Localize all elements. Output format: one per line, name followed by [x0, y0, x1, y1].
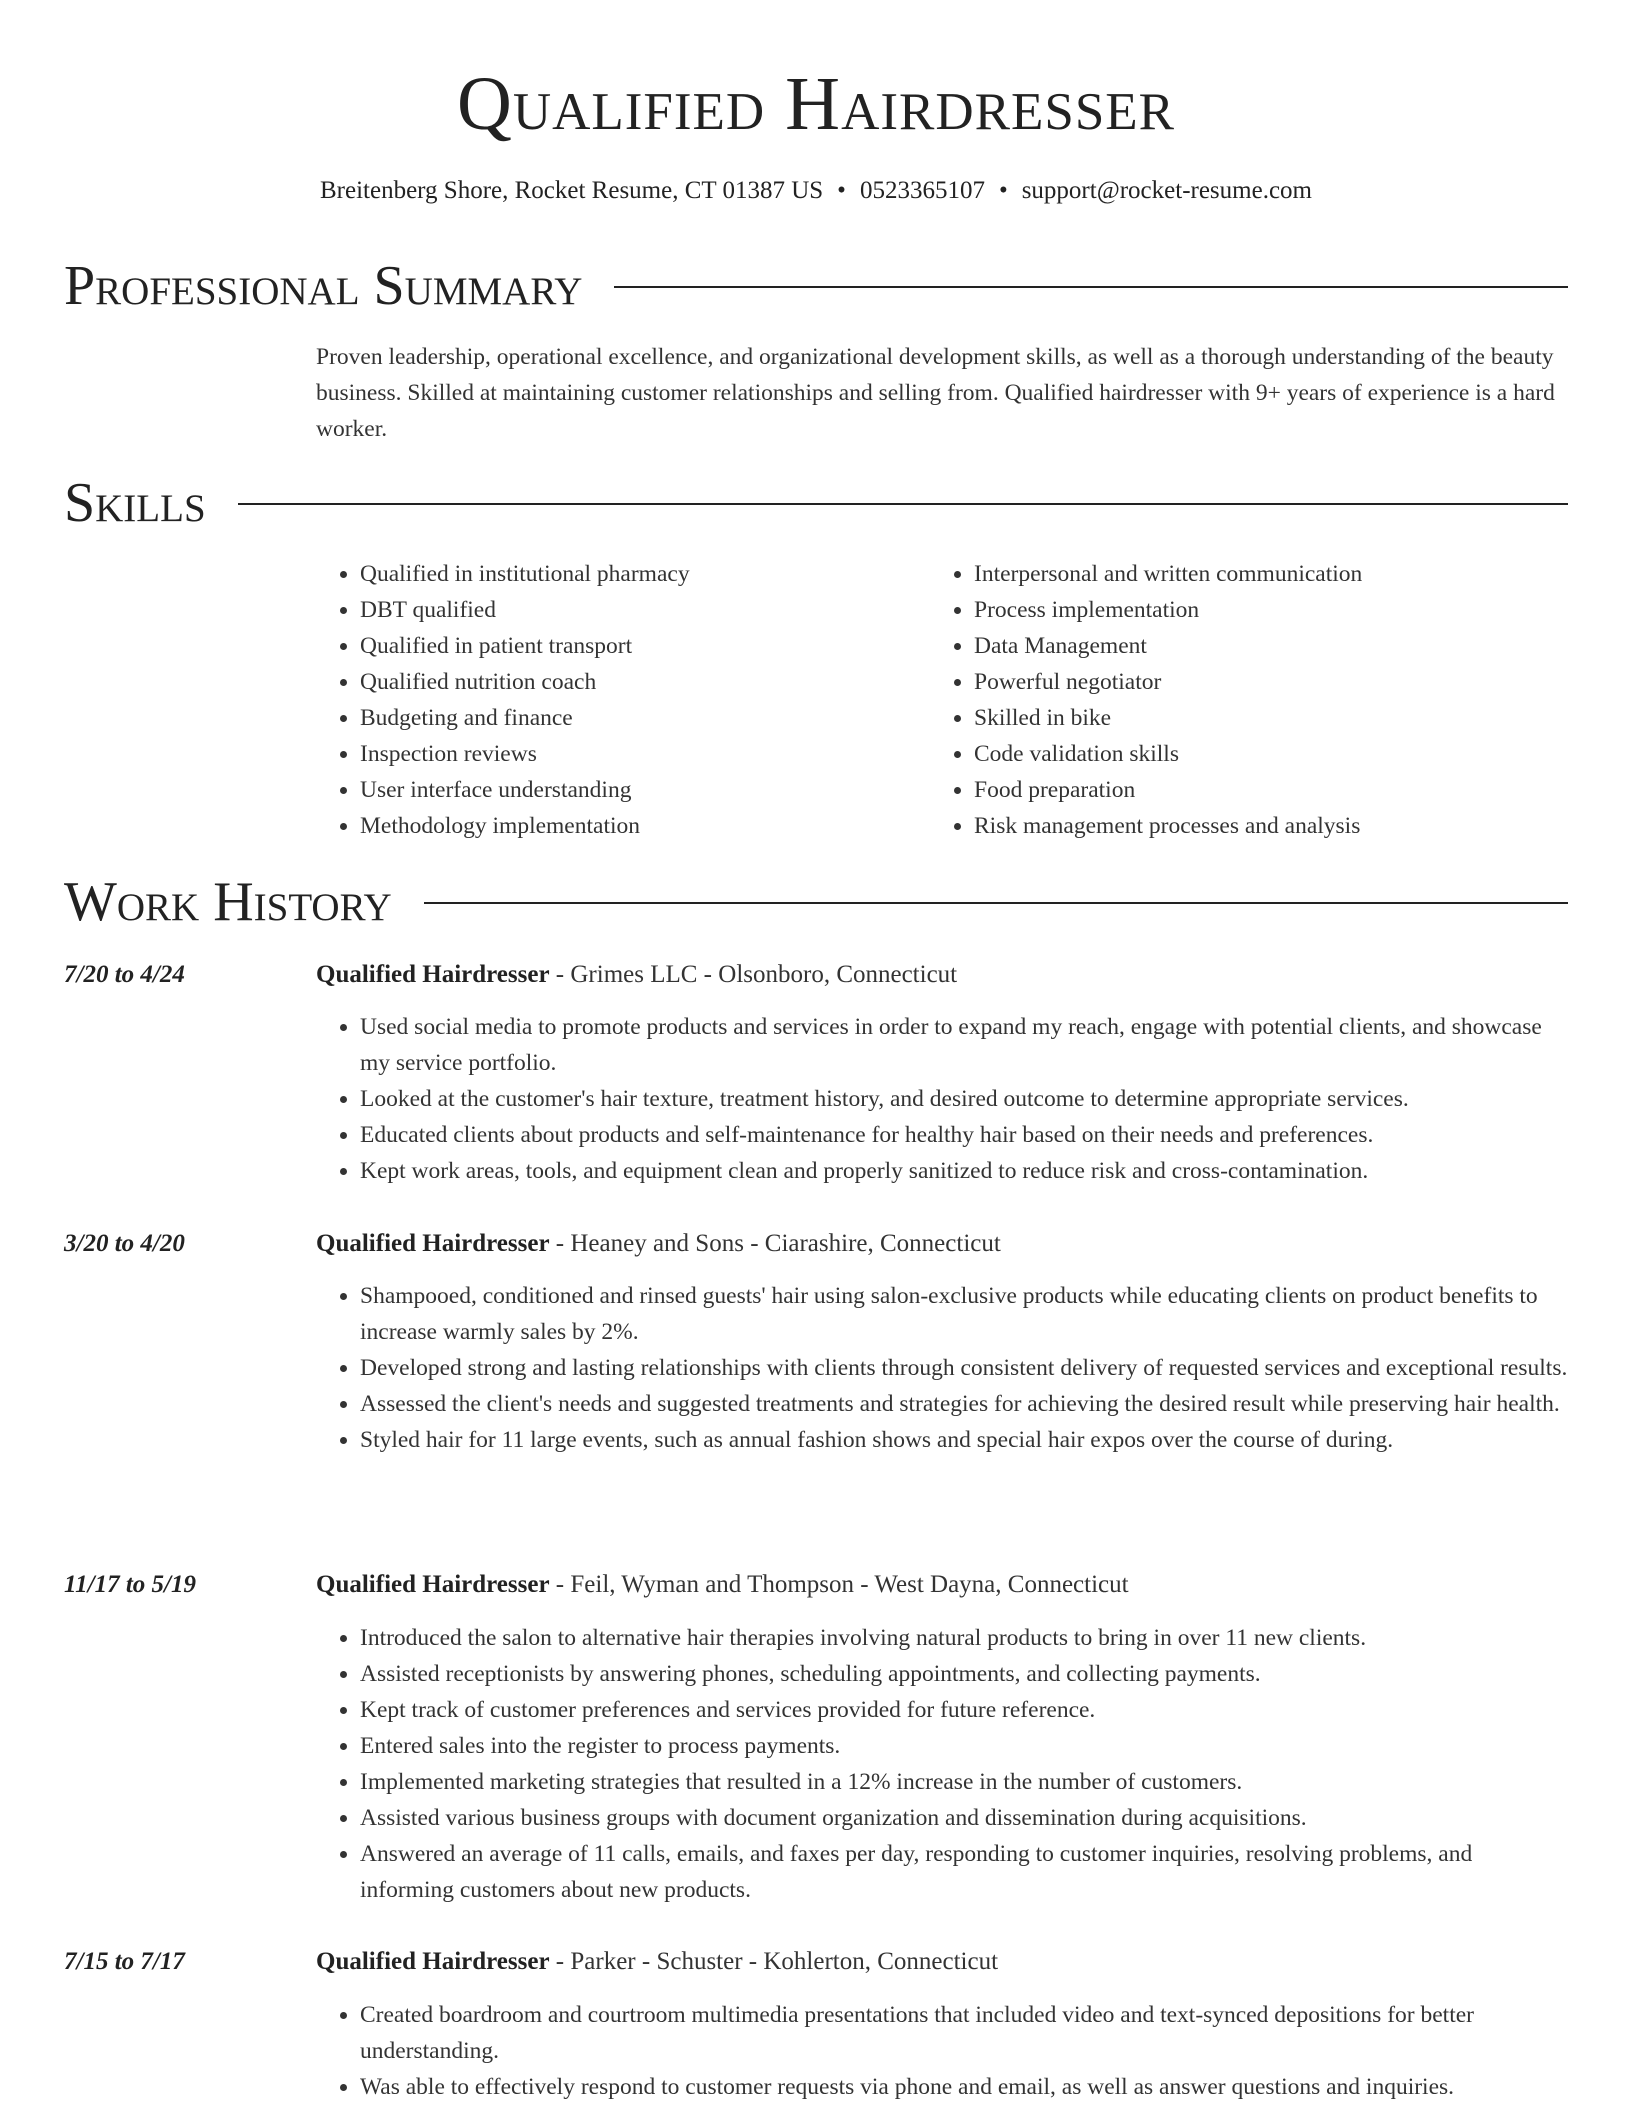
skill-item: • Data Management — [974, 628, 1614, 664]
job-heading — [316, 1567, 1570, 1603]
skill-item: • Powerful negotiator — [974, 664, 1614, 700]
skill-item: • Qualified nutrition coach — [360, 664, 960, 700]
skill-item: • Inspection reviews — [360, 736, 960, 772]
job-role: Qualified Hairdresser — [316, 1230, 550, 1257]
job-dates: 3/20 to 4/20 — [64, 1230, 185, 1257]
job-company-location: - Heaney and Sons - Ciarashire, Connecticut — [549, 1230, 1001, 1257]
job-bullets — [316, 1997, 1570, 2105]
job-dates: 11/17 to 5/19 — [64, 1571, 196, 1598]
job-bullet: • Answered an average of 11 calls, emails, and faxes per day, responding to customer inquiries, resolving problems, and informing customers about new products. — [360, 1836, 1570, 1908]
skill-item: • Methodology implementation — [360, 808, 960, 844]
skills-list-right — [930, 556, 1614, 844]
job-company-location: - Parker - Schuster - Kohlerton, Connecticut — [549, 1948, 999, 1975]
skill-item: • Qualified in patient transport — [360, 628, 960, 664]
contact-email: support@rocket-resume.com — [1021, 177, 1312, 204]
job-bullet: • Assessed the client's needs and suggested treatments and strategies for achieving the desired result while preserving hair health. — [360, 1386, 1570, 1422]
skill-item: • Process implementation — [974, 592, 1614, 628]
skill-item: • Risk management processes and analysis — [974, 808, 1614, 844]
contact-address: Breitenberg Shore, Rocket Resume, CT 01387 US — [319, 177, 824, 204]
job-heading — [316, 957, 1570, 993]
job-dates: 7/20 to 4/24 — [64, 961, 185, 988]
skill-item: • Interpersonal and written communication — [974, 556, 1614, 592]
job-dates: 7/15 to 7/17 — [64, 1948, 185, 1975]
contact-line — [0, 174, 1632, 208]
skills-list-left — [316, 556, 960, 844]
contact-separator: • — [998, 177, 1008, 204]
job-role: Qualified Hairdresser — [316, 1571, 550, 1598]
job-bullet: • Shampooed, conditioned and rinsed guests' hair using salon-exclusive products while educating clients on product benefits to increase warmly sales by 2%. — [360, 1278, 1570, 1350]
job-bullet: • Looked at the customer's hair texture, treatment history, and desired outcome to determine appropriate services. — [360, 1081, 1570, 1117]
section-divider — [238, 503, 1568, 505]
job-bullets — [316, 1278, 1570, 1458]
skill-item: • Skilled in bike — [974, 700, 1614, 736]
job-bullet: • Entered sales into the register to process payments. — [360, 1728, 1570, 1764]
section-work-header — [64, 870, 1568, 934]
job-role: Qualified Hairdresser — [316, 961, 550, 988]
section-divider — [424, 902, 1568, 904]
job-bullets — [316, 1009, 1570, 1189]
skill-item: • User interface understanding — [360, 772, 960, 808]
contact-phone: 0523365107 — [859, 177, 985, 204]
job-bullet: • Kept work areas, tools, and equipment clean and properly sanitized to reduce risk and cross-contamination. — [360, 1153, 1570, 1189]
job-heading — [316, 1944, 1570, 1980]
skill-item: • Qualified in institutional pharmacy — [360, 556, 960, 592]
section-skills-header — [64, 471, 1568, 535]
skill-item: • Budgeting and finance — [360, 700, 960, 736]
job-bullet: • Developed strong and lasting relationships with clients through consistent delivery of requested services and exceptional results. — [360, 1350, 1570, 1386]
section-title: Work History — [64, 871, 392, 933]
job-bullet: • Educated clients about products and self-maintenance for healthy hair based on their needs and preferences. — [360, 1117, 1570, 1153]
job-bullet: • Styled hair for 11 large events, such as annual fashion shows and special hair expos over the course of during. — [360, 1422, 1570, 1458]
job-bullet: • Implemented marketing strategies that resulted in a 12% increase in the number of customers. — [360, 1764, 1570, 1800]
job-bullet: • Introduced the salon to alternative hair therapies involving natural products to bring in over 11 new clients. — [360, 1620, 1570, 1656]
contact-separator: • — [837, 177, 846, 204]
job-bullets — [316, 1620, 1570, 1908]
section-title: Skills — [64, 472, 206, 534]
job-heading — [316, 1226, 1570, 1262]
job-bullet: • Was able to effectively respond to customer requests via phone and email, as well as answer questions and inquiries. — [360, 2069, 1570, 2105]
section-summary-header — [64, 254, 1568, 318]
job-bullet: • Kept track of customer preferences and services provided for future reference. — [360, 1692, 1570, 1728]
job-bullet: • Used social media to promote products and services in order to expand my reach, engage with potential clients, and showcase my service portfolio. — [360, 1009, 1570, 1081]
job-bullet: • Assisted various business groups with document organization and dissemination during acquisitions. — [360, 1800, 1570, 1836]
job-bullet: • Created boardroom and courtroom multimedia presentations that included video and text-synced depositions for better understanding. — [360, 1997, 1570, 2069]
skill-item: • Code validation skills — [974, 736, 1614, 772]
job-company-location: - Grimes LLC - Olsonboro, Connecticut — [549, 961, 958, 988]
job-company-location: - Feil, Wyman and Thompson - West Dayna, Connecticut — [549, 1571, 1129, 1598]
summary-text: Proven leadership, operational excellence, and organizational development skills, as well as a thorough understanding of the beauty business. Skilled at maintaining customer relationships and selling from. Qualified hairdresser with 9+ years of experience is a hard worker. — [316, 344, 1555, 442]
job-role: Qualified Hairdresser — [316, 1948, 550, 1975]
job-bullet: • Assisted receptionists by answering phones, scheduling appointments, and collecting payments. — [360, 1656, 1570, 1692]
skill-item: • Food preparation — [974, 772, 1614, 808]
section-divider — [614, 286, 1568, 288]
resume-name: Qualified Hairdresser — [456, 62, 1176, 146]
skill-item: • DBT qualified — [360, 592, 960, 628]
section-title: Professional Summary — [64, 255, 583, 317]
